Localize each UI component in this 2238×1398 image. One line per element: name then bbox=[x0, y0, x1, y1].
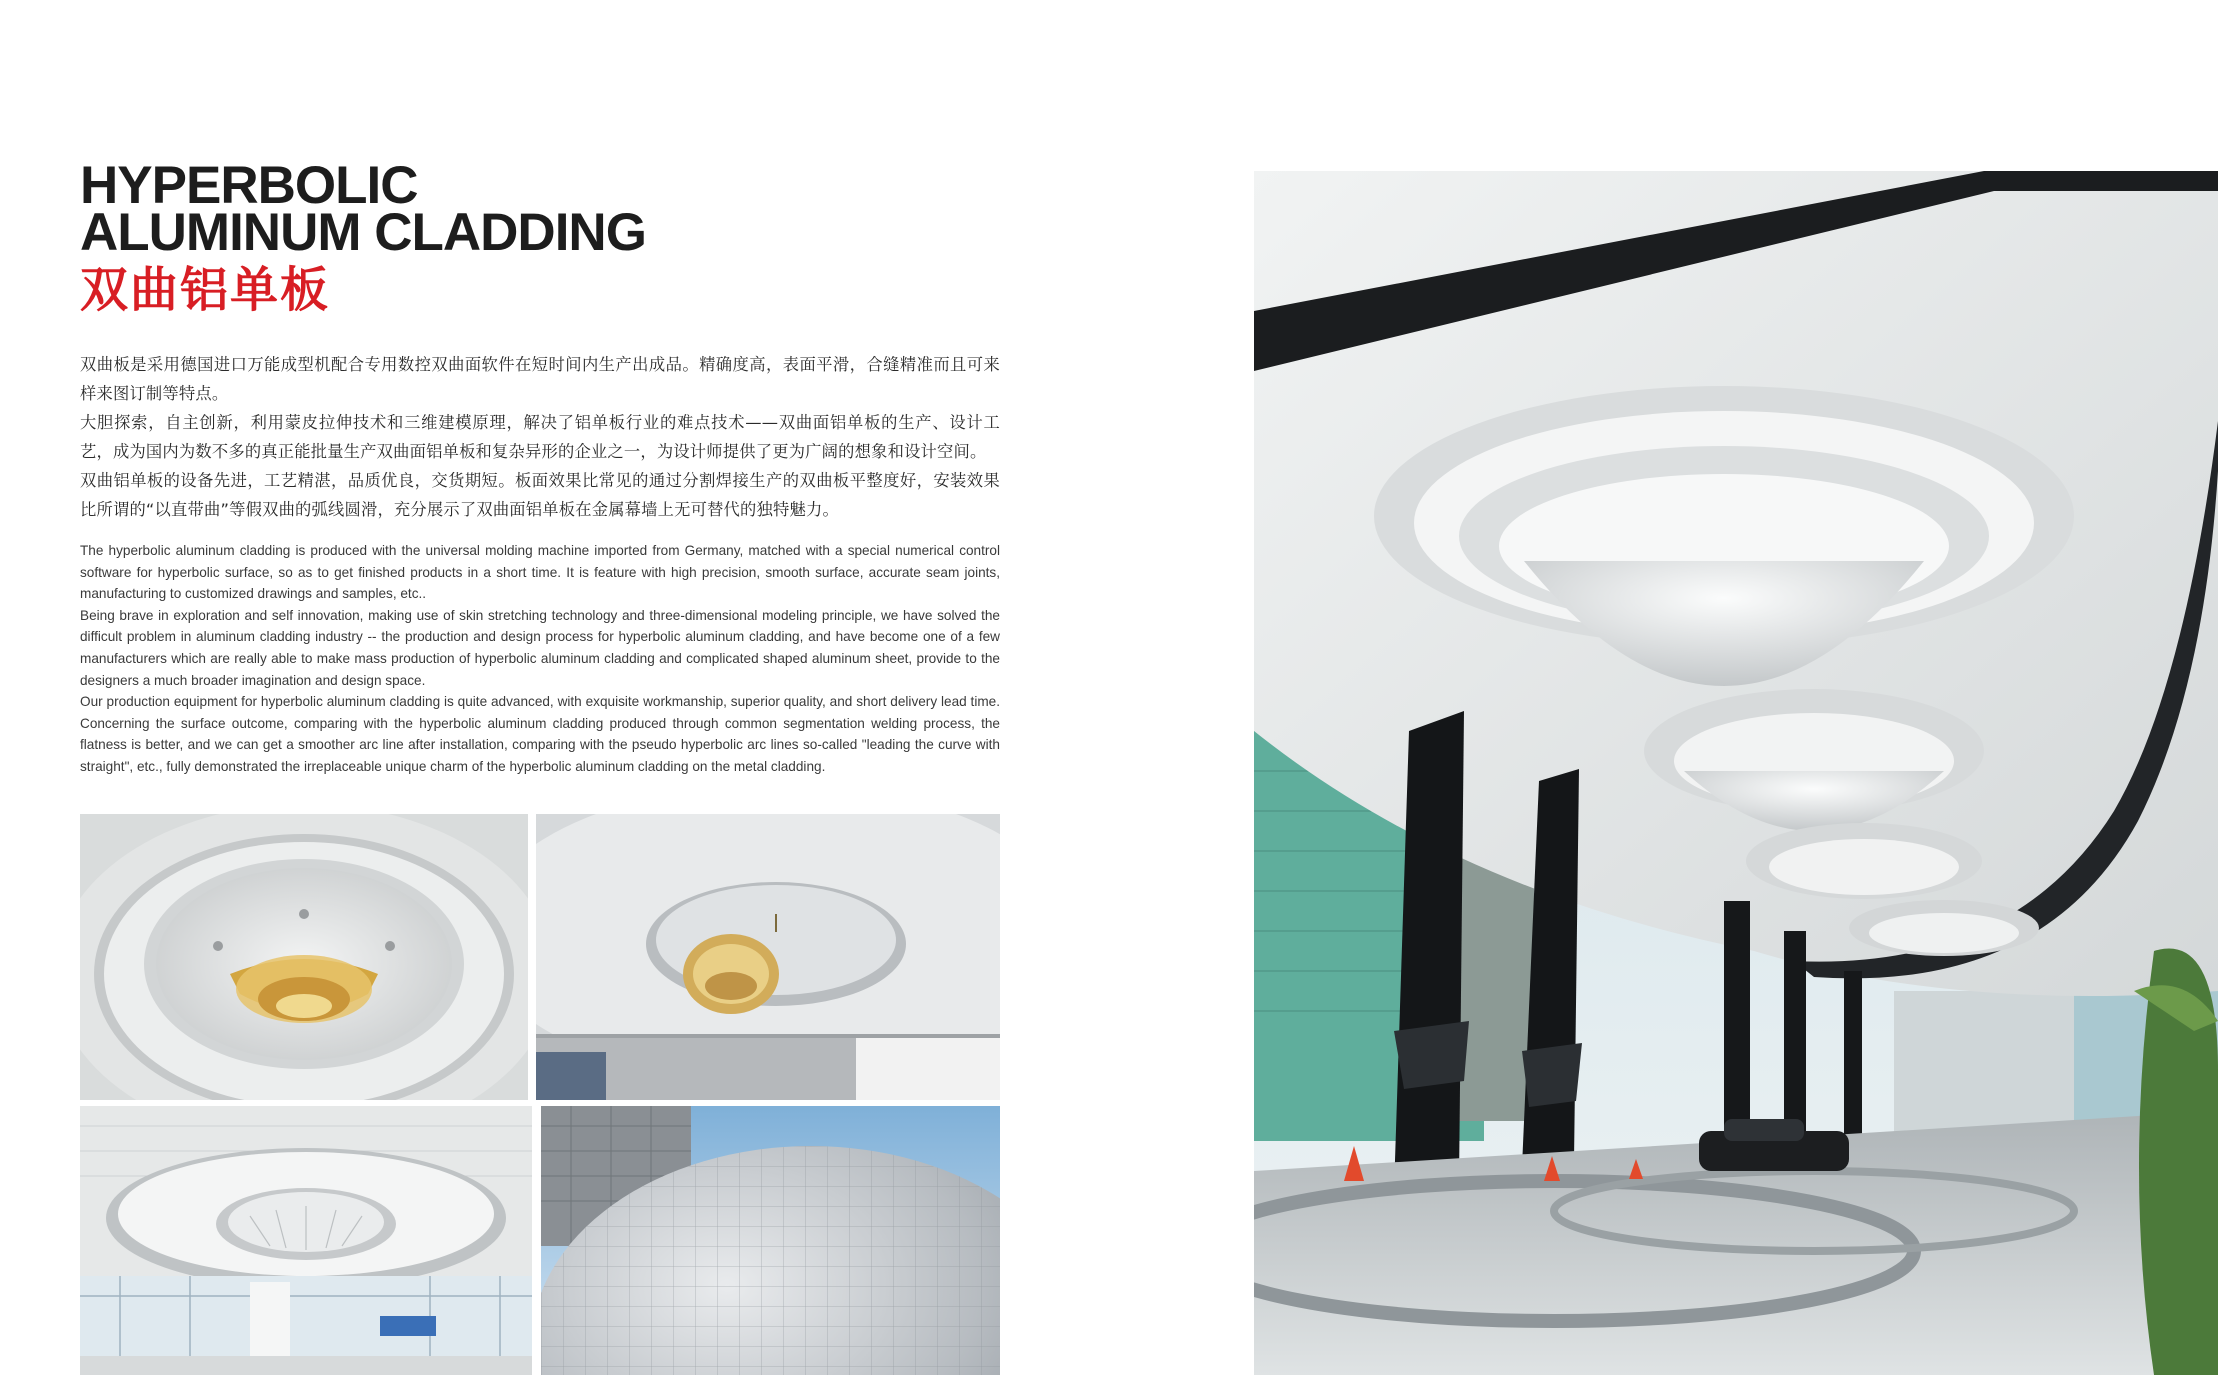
english-description bbox=[80, 540, 1000, 778]
curved-ceiling-lobby-photo bbox=[80, 1106, 532, 1375]
english-title bbox=[80, 156, 720, 262]
ceiling-chandelier-photo-2 bbox=[536, 814, 1000, 1100]
english-paragraph-3: Our production equipment for hyperbolic aluminum cladding is quite advanced, with exquisite workmanship, superior quality, and short delivery lead time. Concerning the surface outcome, comparing with the hyperbolic aluminum cladding produced through common segmentation welding process, the flatness is better, and we can get a smoother arc line after installation, comparing with the pseudo hyperbolic arc lines so-called "leading the curve with straight", etc., fully demonstrated the irreplaceable unique charm of the hyperbolic aluminum cladding on the metal cladding. bbox=[80, 694, 1000, 774]
entrance-canopy-hyperbolic-ceiling-photo bbox=[1254, 171, 2218, 1375]
chinese-description bbox=[80, 350, 1000, 524]
english-title-line-1: HYPERBOLIC bbox=[80, 156, 418, 215]
english-title-line-2: ALUMINUM CLADDING bbox=[80, 203, 646, 262]
chinese-title: 双曲铝单板 bbox=[80, 262, 331, 318]
english-paragraph-2: Being brave in exploration and self innovation, making use of skin stretching technology and three-dimensional modeling principle, we have solved the difficult problem in aluminum cladding industry -- the production and design process for hyperbolic aluminum cladding, and have become one of a few manufacturers which are really able to make mass production of hyperbolic aluminum cladding and complicated shaped aluminum sheet, provide to the designers a much broader imagination and design space. bbox=[80, 607, 1000, 688]
ceiling-chandelier-photo-1 bbox=[80, 814, 528, 1100]
chinese-paragraph-1: 双曲板是采用德国进口万能成型机配合专用数控双曲面软件在短时间内生产出成品。精确度高，表面平滑，合缝精准而且可来样来图订制等特点。 bbox=[80, 355, 1000, 403]
chinese-paragraph-2: 大胆探索，自主创新，利用蒙皮拉伸技术和三维建模原理，解决了铝单板行业的难点技术——双曲面铝单板的生产、设计工艺，成为国内为数不多的真正能批量生产双曲面铝单板和复杂异形的企业之一，为设计师提供了更为广阔的想象和设计空间。 bbox=[80, 413, 1000, 461]
english-paragraph-1: The hyperbolic aluminum cladding is produced with the universal molding machine imported from Germany, matched with a special numerical control software for hyperbolic surface, so as to get finished products in a short time. It is feature with high precision, smooth surface, accurate seam joints, manufacturing to customized drawings and samples, etc.. bbox=[80, 543, 1000, 602]
chinese-paragraph-3: 双曲铝单板的设备先进，工艺精湛，品质优良，交货期短。板面效果比常见的通过分割焊接生产的双曲板平整度好，安装效果比所谓的“以直带曲”等假双曲的弧线圆滑，充分展示了双曲面铝单板在金属幕墙上无可替代的独特魅力。 bbox=[80, 471, 1000, 519]
aluminum-dome-exterior-photo bbox=[541, 1106, 1000, 1375]
